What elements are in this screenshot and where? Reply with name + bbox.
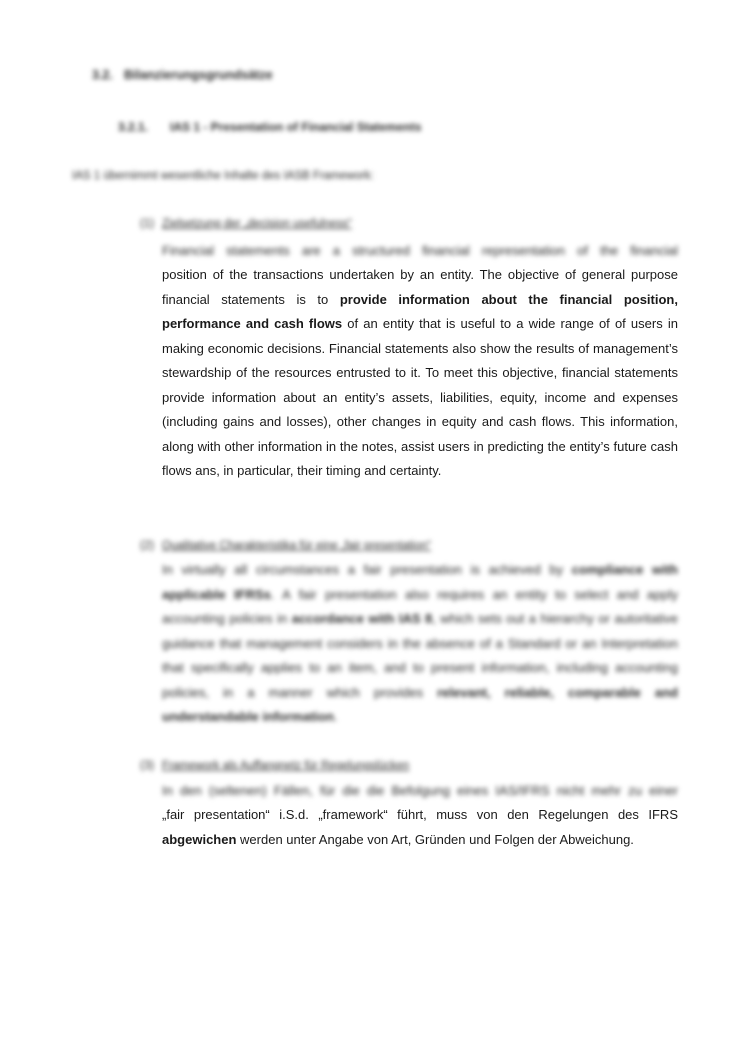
section-2-paragraph — [162, 558, 678, 730]
intro-sentence: IAS 1 übernimmt wesentliche Inhalte des IASB Framework: — [72, 170, 374, 182]
section-2-bold-b: accordance with IAS 8 — [291, 611, 433, 626]
section-3-text-a: „fair presentation“ i.S.d. „framework“ führt, muss von den Regelungen des IFRS — [162, 807, 678, 822]
heading-3-2 — [92, 68, 273, 82]
section-2-text-c: , which sets out a hierarchy or autoritative guidance that management considers in the absence of a Standard or an Interpretation that specifically applies to an item, and to present information, including accounting policies, in a manner which provides — [162, 611, 678, 700]
section-1-paragraph — [162, 263, 678, 484]
section-2-text-d: . — [333, 709, 338, 724]
section-2-text-b: . A fair presentation also requires an entity to select and apply accounting policies in — [162, 586, 678, 626]
subheading-title: IAS 1 - Presentation of Financial Statements — [170, 120, 422, 134]
section-1-text-b: of an entity that is useful to a wide range of of users in making economic decisions. Financial statements also show the results of management’s stewardship of the resources entrusted to it. To meet this objective, financial statements provide information about an entity’s assets, liabilities, equity, income and expenses (including gains and losses), other changes in equity and cash flows. This information, along with other information in the notes, assist users in predicting the entity’s future cash flows ans, in particular, their timing and certainty. — [162, 316, 678, 478]
section-1-text-a: position of the transactions undertaken by an entity. The objective of general purpose financial statements is to — [162, 267, 678, 307]
section-3-bold-a: abgewichen — [162, 831, 237, 847]
heading-title: Bilanzierungsgrundsätze — [124, 68, 273, 82]
section-2-bold-a: compliance with applicable IFRSs — [162, 562, 678, 602]
section-2-bold-c: relevant, reliable, comparable and understandable information — [162, 684, 678, 724]
section-1-number: (1) — [140, 218, 155, 230]
section-3-paragraph — [162, 803, 678, 852]
section-3-number: (3) — [140, 760, 155, 772]
heading-3-2-1 — [118, 120, 421, 134]
section-2-text-a: In virtually all circumstances a fair presentation is achieved by — [162, 562, 572, 577]
section-1-bold-a: provide information about the financial position, performance and cash flows — [162, 291, 678, 331]
section-1-title-text: Zielsetzung der „decision usefulness“ — [162, 218, 352, 230]
section-2-title-text: Qualitative Charakteristika für eine „fair presentation“ — [162, 540, 432, 552]
section-3-title-text: Framework als Auffangnetz für Regelungslücken — [162, 760, 410, 772]
section-1-first-line: Financial statements are a structured financial representation of the financial — [162, 243, 678, 258]
section-1-title — [140, 218, 352, 230]
section-3-first-line: In den (seltenen) Fällen, für die die Befolgung eines IAS/IFRS nicht mehr zu einer — [162, 783, 678, 798]
subheading-number: 3.2.1. — [118, 120, 149, 134]
section-3-title — [140, 760, 409, 772]
section-2-title — [140, 540, 431, 552]
section-3-text-b: werden unter Angabe von Art, Gründen und Folgen der Abweichung. — [236, 831, 634, 847]
section-2-number: (2) — [140, 540, 155, 552]
heading-number: 3.2. — [92, 68, 113, 82]
